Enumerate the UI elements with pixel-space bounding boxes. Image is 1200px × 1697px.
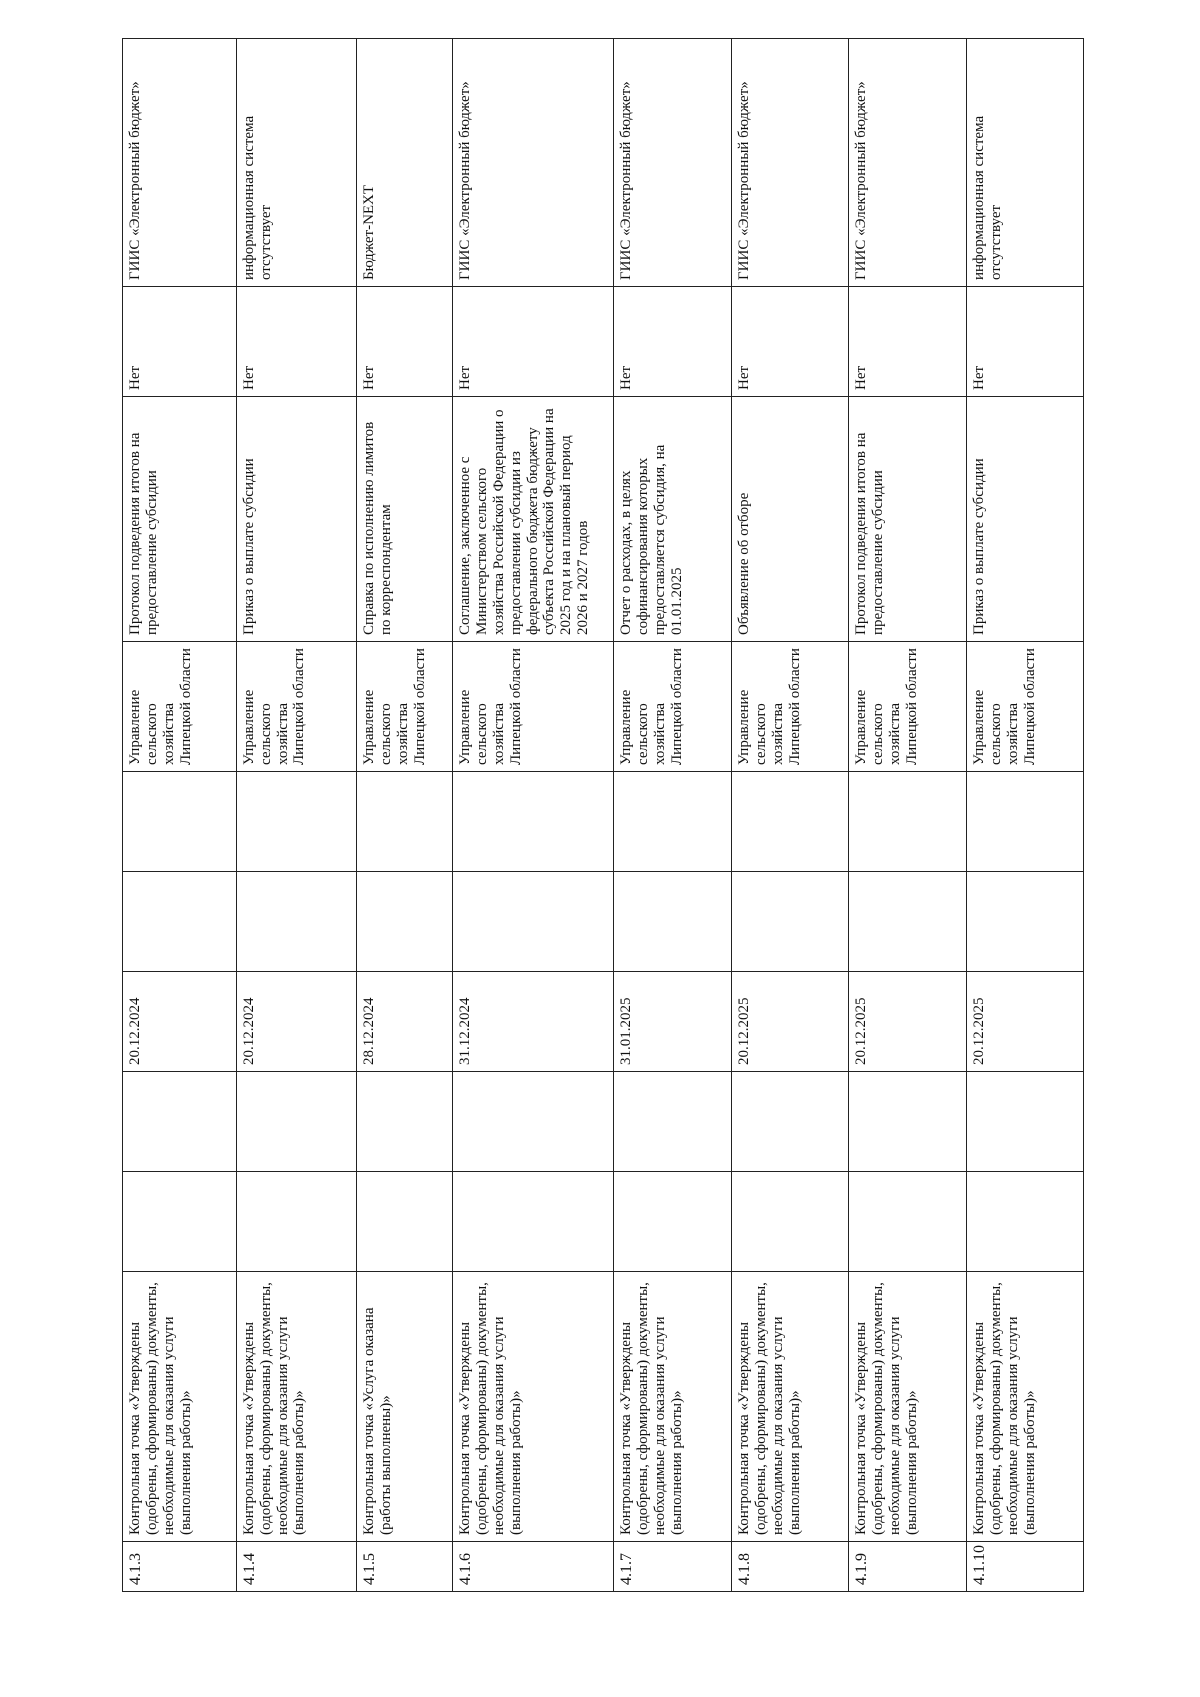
table-row [966, 39, 1083, 1592]
document-type: Приказ о выплате субсидии [966, 397, 1083, 642]
row-number: 4.1.4 [236, 1542, 356, 1592]
row-number: 4.1.5 [356, 1542, 452, 1592]
flag-value: Нет [123, 287, 237, 397]
deadline-date: 20.12.2024 [236, 972, 356, 1072]
table-row [452, 39, 613, 1592]
responsible-organization: Управление сельского хозяйства Липецкой области [613, 642, 731, 772]
empty-cell [356, 1072, 452, 1172]
table-row [356, 39, 452, 1592]
empty-cell [123, 872, 237, 972]
empty-cell [966, 872, 1083, 972]
control-point-name: Контрольная точка «Утверждены (одобрены, сформированы) документы, необходимые для оказания услуги (выполнения работы)» [966, 1272, 1083, 1542]
responsible-organization: Управление сельского хозяйства Липецкой области [452, 642, 613, 772]
empty-cell [613, 1172, 731, 1272]
deadline-date: 31.12.2024 [452, 972, 613, 1072]
empty-cell [613, 872, 731, 972]
empty-cell [848, 872, 966, 972]
empty-cell [123, 1072, 237, 1172]
responsible-organization: Управление сельского хозяйства Липецкой области [731, 642, 848, 772]
empty-cell [356, 872, 452, 972]
deadline-date: 20.12.2025 [848, 972, 966, 1072]
control-point-name: Контрольная точка «Утверждены (одобрены, сформированы) документы, необходимые для оказания услуги (выполнения работы)» [613, 1272, 731, 1542]
empty-cell [613, 772, 731, 872]
empty-cell [236, 772, 356, 872]
rotated-table-container [122, 39, 1084, 1592]
information-system: информационная система отсутствует [966, 39, 1083, 287]
deadline-date: 20.12.2025 [966, 972, 1083, 1072]
table-row [236, 39, 356, 1592]
information-system: Бюджет-NEXT [356, 39, 452, 287]
row-number: 4.1.9 [848, 1542, 966, 1592]
flag-value: Нет [356, 287, 452, 397]
empty-cell [848, 1072, 966, 1172]
table-row [731, 39, 848, 1592]
empty-cell [356, 772, 452, 872]
responsible-organization: Управление сельского хозяйства Липецкой области [848, 642, 966, 772]
control-point-name: Контрольная точка «Утверждены (одобрены, сформированы) документы, необходимые для оказания услуги (выполнения работы)» [236, 1272, 356, 1542]
responsible-organization: Управление сельского хозяйства Липецкой области [123, 642, 237, 772]
deadline-date: 20.12.2025 [731, 972, 848, 1072]
control-points-table [122, 38, 1084, 1592]
deadline-date: 31.01.2025 [613, 972, 731, 1072]
empty-cell [848, 772, 966, 872]
control-point-name: Контрольная точка «Утверждены (одобрены, сформированы) документы, необходимые для оказания услуги (выполнения работы)» [452, 1272, 613, 1542]
row-number: 4.1.10 [966, 1542, 1083, 1592]
document-type: Объявление об отборе [731, 397, 848, 642]
information-system: информационная система отсутствует [236, 39, 356, 287]
document-type: Протокол подведения итогов на предоставление субсидии [123, 397, 237, 642]
responsible-organization: Управление сельского хозяйства Липецкой области [966, 642, 1083, 772]
control-point-name: Контрольная точка «Услуга оказана (работы выполнены)» [356, 1272, 452, 1542]
empty-cell [236, 872, 356, 972]
empty-cell [731, 772, 848, 872]
control-point-name: Контрольная точка «Утверждены (одобрены, сформированы) документы, необходимые для оказания услуги (выполнения работы)» [731, 1272, 848, 1542]
empty-cell [123, 1172, 237, 1272]
empty-cell [731, 1072, 848, 1172]
table-row [848, 39, 966, 1592]
document-type: Протокол подведения итогов на предоставление субсидии [848, 397, 966, 642]
empty-cell [731, 872, 848, 972]
responsible-organization: Управление сельского хозяйства Липецкой области [236, 642, 356, 772]
empty-cell [452, 872, 613, 972]
control-point-name: Контрольная точка «Утверждены (одобрены, сформированы) документы, необходимые для оказания услуги (выполнения работы)» [123, 1272, 237, 1542]
flag-value: Нет [966, 287, 1083, 397]
table-body [123, 39, 1084, 1592]
flag-value: Нет [236, 287, 356, 397]
table-row [613, 39, 731, 1592]
row-number: 4.1.7 [613, 1542, 731, 1592]
deadline-date: 20.12.2024 [123, 972, 237, 1072]
document-type: Отчет о расходах, в целях софинансирования которых предоставляется субсидия, на 01.01.2025 [613, 397, 731, 642]
flag-value: Нет [731, 287, 848, 397]
empty-cell [236, 1072, 356, 1172]
empty-cell [848, 1172, 966, 1272]
document-type: Приказ о выплате субсидии [236, 397, 356, 642]
information-system: ГИИС «Электронный бюджет» [613, 39, 731, 287]
responsible-organization: Управление сельского хозяйства Липецкой области [356, 642, 452, 772]
deadline-date: 28.12.2024 [356, 972, 452, 1072]
flag-value: Нет [452, 287, 613, 397]
document-type: Справка по исполнению лимитов по корреспондентам [356, 397, 452, 642]
empty-cell [452, 1072, 613, 1172]
empty-cell [356, 1172, 452, 1272]
information-system: ГИИС «Электронный бюджет» [731, 39, 848, 287]
empty-cell [236, 1172, 356, 1272]
empty-cell [966, 772, 1083, 872]
information-system: ГИИС «Электронный бюджет» [452, 39, 613, 287]
flag-value: Нет [848, 287, 966, 397]
information-system: ГИИС «Электронный бюджет» [123, 39, 237, 287]
table-row [123, 39, 237, 1592]
row-number: 4.1.8 [731, 1542, 848, 1592]
information-system: ГИИС «Электронный бюджет» [848, 39, 966, 287]
empty-cell [452, 772, 613, 872]
row-number: 4.1.3 [123, 1542, 237, 1592]
empty-cell [123, 772, 237, 872]
empty-cell [966, 1172, 1083, 1272]
empty-cell [731, 1172, 848, 1272]
document-type: Соглашение, заключенное с Министерством сельского хозяйства Российской Федерации о предоставлении субсидии из федерального бюджета бюджету субъекта Российской Федерации на 2025 год и на плановый период 2026 и 2027 годов [452, 397, 613, 642]
empty-cell [613, 1072, 731, 1172]
empty-cell [452, 1172, 613, 1272]
flag-value: Нет [613, 287, 731, 397]
control-point-name: Контрольная точка «Утверждены (одобрены, сформированы) документы, необходимые для оказания услуги (выполнения работы)» [848, 1272, 966, 1542]
row-number: 4.1.6 [452, 1542, 613, 1592]
empty-cell [966, 1072, 1083, 1172]
